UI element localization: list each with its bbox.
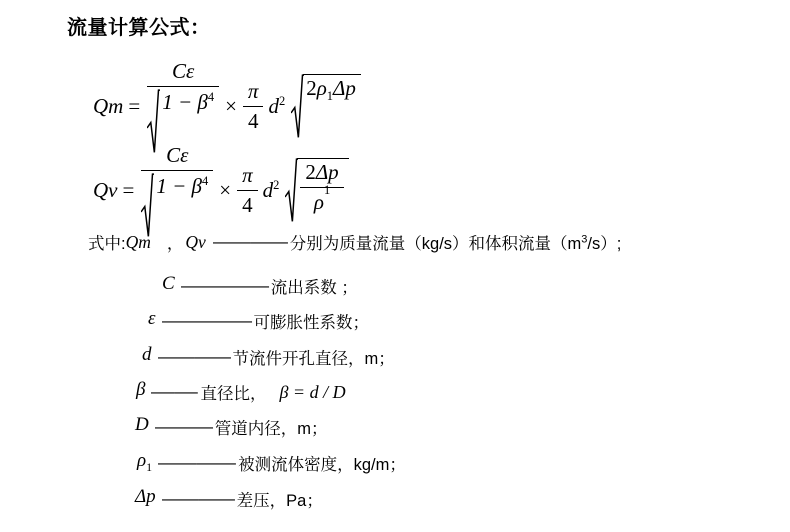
delta-p-symbol: Δp [135,486,156,507]
d-squared [263,178,280,203]
d-squared [268,94,285,119]
coefficient: 2 [306,76,317,100]
pi-denominator: 4 [242,193,253,217]
definition-text: 管道内径，m； [214,420,328,438]
rho-symbol: $\rho_1$ [137,450,153,474]
inner-fraction [300,160,343,215]
d-symbol: d [268,94,279,118]
radicand [297,158,348,223]
qv-symbol: Qv [93,178,118,202]
d-symbol: d [262,178,274,202]
sqrt-expression [291,74,361,139]
radicand [303,74,361,139]
em-dash-line: —— [180,277,269,295]
where-description [290,230,622,254]
em-dash-line: —— [154,418,213,436]
delta-p-symbol: Δp [333,76,356,100]
fraction-numerator: Cε [141,143,213,171]
radicand-base: 1 − β [156,174,202,198]
rho-symbol: ρ [316,76,327,100]
em-dash-line: —— [161,490,235,508]
em-dash-line: —— [151,383,199,401]
definition-text: 直径比， [200,385,267,403]
pi-fraction [237,163,258,218]
definition-text: 节流件开孔直径，m； [232,350,395,368]
rho-subscript: 1 [323,183,331,197]
definition-row-d [142,344,408,370]
c-symbol: C [162,273,175,294]
multiply-sign: × [219,178,232,202]
fraction-numerator: Cε [147,59,219,87]
beta-symbol: β [136,379,146,400]
definition-text: 差压，Pa； [236,492,323,510]
multiply-sign: × [225,94,237,118]
definition-row-beta [136,379,346,405]
qv-symbol: Qv [185,231,206,252]
sqrt-expression [285,158,348,223]
definition-text: 被测流体密度，kg/m； [238,456,406,474]
formula-mass-flow [93,59,361,154]
definition-row-D [135,414,340,440]
definition-row-rho [137,450,419,476]
definition-row-delta-p [135,486,336,512]
definition-text: 可膨胀性系数； [253,314,369,332]
qm-symbol: Qm [93,94,124,118]
page-title: 流量计算公式： [67,17,211,39]
qm-symbol: Qm [125,231,151,252]
rho-subscript: 1 [326,89,334,104]
rho-symbol: ρ [313,190,324,214]
fraction-denominator [141,171,213,238]
radicand-base: 1 − β [162,90,208,114]
d-exponent: 2 [278,94,286,108]
comma: ， [166,235,184,253]
pi-numerator: π [243,79,264,107]
d-exponent: 2 [273,178,280,192]
radicand-exponent: 4 [207,90,215,104]
main-fraction [147,59,219,154]
inner-denominator [300,183,343,215]
radicand-exponent: 4 [201,174,209,188]
epsilon-symbol: ε [148,308,156,329]
em-dash-line: —— [158,454,237,472]
em-dash-line: —— [157,348,231,366]
definition-math: β = d / D [279,381,346,402]
description-unit: /s）; [587,235,622,253]
equals-sign: = [122,178,135,202]
where-clause [88,229,621,255]
em-dash-line: —— [161,312,252,330]
definition-row-epsilon [148,308,382,334]
capital-d-symbol: D [135,414,149,435]
d-symbol: d [142,344,152,365]
pi-denominator: 4 [247,109,259,133]
definition-row-c [162,273,371,299]
em-dash-line: —— [212,233,288,251]
pi-numerator: π [237,163,258,191]
pi-fraction [243,79,264,134]
description-text: 分别为质量流量（kg/s）和体积流量（m [289,235,582,253]
where-label: 式中: [88,235,126,253]
cubed-exponent: 3 [581,233,588,246]
coefficient: 2 [305,160,316,184]
definition-text: 流出系数 ； [270,279,358,297]
delta-p-symbol: Δp [315,160,339,184]
inner-numerator [300,160,343,188]
main-fraction [141,143,213,238]
equals-sign: = [128,94,141,118]
formula-volume-flow [93,143,349,238]
